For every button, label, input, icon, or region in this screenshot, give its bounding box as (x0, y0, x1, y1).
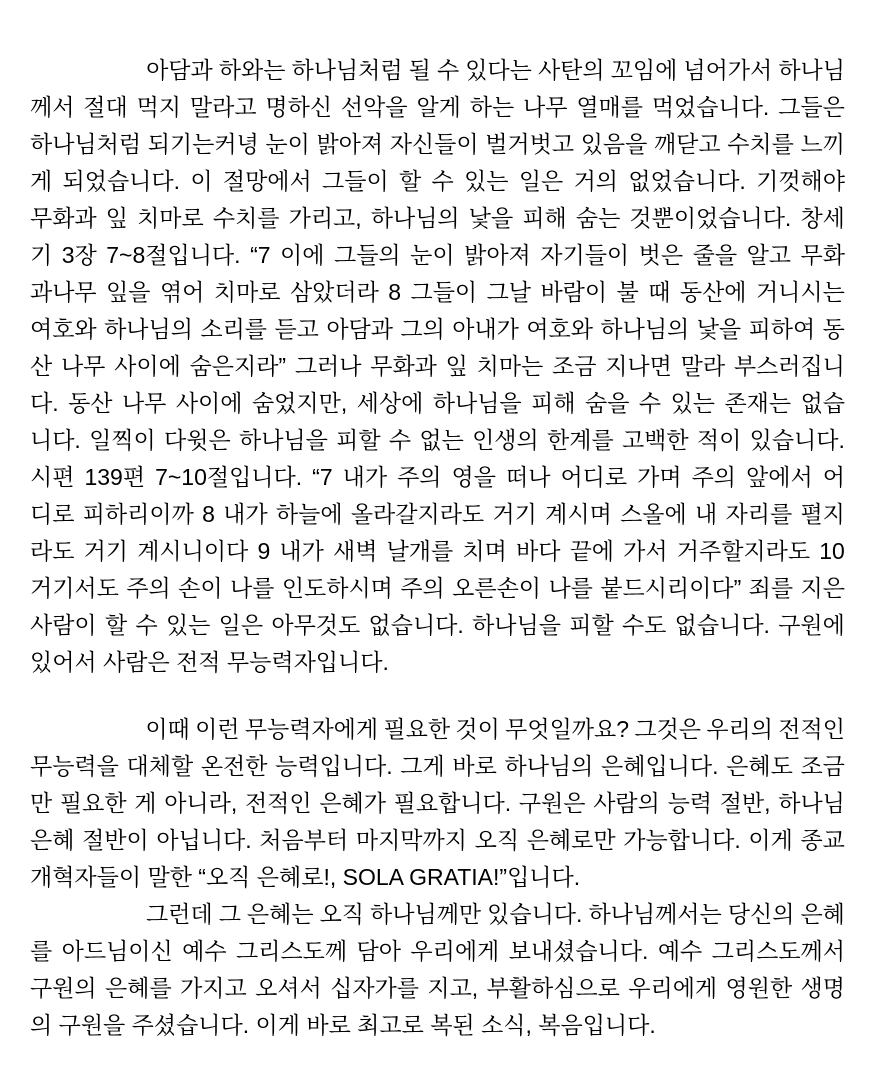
word: 아내가 (452, 316, 519, 342)
word: 7~10절입니다. (155, 464, 303, 490)
word: 떠나 (505, 464, 551, 490)
word: 여호와 (30, 316, 97, 342)
word: 없었습니다. (628, 168, 746, 194)
word: 께서 (30, 94, 75, 120)
word: 수치를 (727, 131, 794, 157)
word: 있습니다. (487, 901, 583, 927)
word: “7 (312, 464, 333, 490)
word: 피할 (336, 427, 381, 453)
word: 영을 (451, 464, 496, 490)
word: 꼬임에 (610, 57, 678, 83)
word: 벗은 (638, 242, 684, 268)
word: 줄을 (692, 242, 738, 268)
text-line (30, 822, 845, 859)
word: 8 (202, 501, 215, 527)
word: 되기는커녕 (147, 131, 259, 157)
word: 주의 (397, 464, 442, 490)
word: 거주할지라도 (676, 538, 811, 564)
word: 무능력자에게 (244, 716, 379, 742)
word: 나를 (229, 575, 275, 601)
word: 필요합니다. (393, 790, 512, 816)
word: 때 (648, 279, 671, 305)
text-line (30, 607, 845, 644)
word: 나무 (523, 94, 568, 120)
word: 새벽 (332, 538, 378, 564)
word: 내가 (342, 464, 388, 490)
word: 될 (408, 57, 431, 83)
word: 없는 (419, 427, 464, 453)
word: 아드님이신 (61, 938, 173, 964)
word: 여호와 (526, 316, 593, 342)
word: 말라고 (189, 94, 257, 120)
word: 무화 (800, 242, 845, 268)
word: 은혜 (30, 827, 75, 853)
word: 아닙니다. (156, 827, 252, 853)
word: 자신들이 (389, 131, 479, 157)
word: 하나님의 (600, 316, 690, 342)
word: 은혜가 (319, 790, 386, 816)
paragraph (30, 711, 845, 896)
word: 것이 (455, 716, 500, 742)
word: 무화과 (30, 205, 97, 231)
word: 삼았더라 (289, 279, 379, 305)
word: 생명 (800, 975, 845, 1001)
word: 수 (431, 168, 454, 194)
word: 139편 (84, 464, 146, 490)
word: 기껏해야 (756, 168, 845, 194)
word: 깨닫고 (653, 131, 721, 157)
word: 나무 (121, 390, 167, 416)
word: 존재는 (724, 390, 792, 416)
word: 하나님께만 (370, 901, 482, 927)
word: 낯을 (468, 205, 514, 231)
word: 숨을 (585, 390, 630, 416)
word: 피하여 (748, 316, 816, 342)
word: 이런 (195, 716, 240, 742)
word: 고백한 (621, 427, 689, 453)
word: 듣고 (274, 316, 319, 342)
word: 사람이 (30, 612, 97, 638)
word: 어디로 (560, 464, 628, 490)
word: 은혜 (800, 901, 845, 927)
word: 구원은 (518, 790, 586, 816)
word: 할 (104, 612, 128, 638)
word: 수 (436, 57, 460, 83)
word: 숨는 (575, 205, 621, 231)
word: 그들의 (333, 242, 401, 268)
text-line (30, 748, 845, 785)
word: 잎을 (106, 279, 151, 305)
text-line (30, 311, 845, 348)
word: 알고 (746, 242, 792, 268)
text-line: 의 구원을 주셨습니다. 이게 바로 최고로 복된 소식, 복음입니다. (30, 1012, 656, 1038)
word: 계시며 (545, 501, 612, 527)
word: 가능합니다. (623, 827, 741, 853)
word: 조금 (800, 753, 845, 779)
word: 하나님을 (238, 427, 328, 453)
word: 아무것도 (271, 612, 361, 638)
word: 부활하심으로 (486, 975, 620, 1001)
word: 동산 (68, 390, 113, 416)
word: 이게 (748, 827, 793, 853)
text-line (30, 237, 845, 274)
paragraph (30, 52, 845, 681)
word: 전적인 (244, 790, 312, 816)
word: 먹지 (136, 94, 182, 120)
word: 사이에 (175, 390, 243, 416)
word: 필요한 (59, 790, 127, 816)
word: 니다. (30, 427, 81, 453)
word: 3장 (61, 242, 97, 268)
word: 지은 (800, 575, 845, 601)
word: 라도 (30, 538, 75, 564)
word: 를 (30, 938, 53, 964)
word: 먹었습니다. (651, 94, 770, 120)
word: 가지고 (180, 975, 247, 1001)
word: 숨은지라” (189, 353, 287, 379)
word: 아니라, (164, 790, 238, 816)
word: 눈이 (265, 131, 310, 157)
word: 무화과 (370, 353, 437, 379)
word: 게 (30, 168, 53, 194)
word: 거의 (573, 168, 619, 194)
word: 부스러집니 (733, 353, 845, 379)
word: 10 (819, 538, 845, 564)
word: 없습 (800, 390, 845, 416)
word: 앞에서 (746, 464, 813, 490)
word: 있다는 (465, 57, 532, 83)
word: 오직 (474, 827, 520, 853)
word: 세상에 (356, 390, 424, 416)
text-line (30, 459, 845, 496)
word: 수 (388, 427, 412, 453)
word: 없습니다. (368, 612, 464, 638)
word: 7~8절입니다. (106, 242, 241, 268)
word: 밝아져 (464, 242, 531, 268)
word: 수도 (621, 612, 667, 638)
word: 벌거벗고 (485, 131, 575, 157)
word: 있습니다. (749, 427, 845, 453)
word: 한계를 (547, 427, 614, 453)
word: 끝에 (569, 538, 615, 564)
word: 거기 (492, 501, 537, 527)
word: 시편 (30, 464, 75, 490)
word: 구원의 (30, 975, 97, 1001)
word: 숨었지만, (251, 390, 348, 416)
word: 무능력을 (30, 753, 119, 779)
word: 적이 (696, 427, 742, 453)
word: 자리를 (725, 501, 793, 527)
word: 넘어가서 (683, 57, 773, 83)
word: 우리에게 (628, 975, 718, 1001)
word: 아담과 (146, 57, 213, 83)
word: 열매를 (576, 94, 643, 120)
word: 하나님처럼 (291, 57, 403, 83)
word: 은혜입니다. (601, 753, 719, 779)
word: 손이 (178, 575, 223, 601)
word: 잎 (105, 205, 128, 231)
word: 영원한 (725, 975, 793, 1001)
word: 나무 (60, 353, 106, 379)
word: 소리를 (200, 316, 268, 342)
word: 있는 (464, 168, 509, 194)
word: 기 (30, 242, 53, 268)
word: 수 (638, 390, 662, 416)
word: 그게 (400, 753, 445, 779)
word: 그런데 (146, 901, 213, 927)
word: 예수 (657, 938, 703, 964)
word: 일찍이 (89, 427, 156, 453)
word: 9 (257, 538, 271, 564)
word: 잎 (445, 353, 468, 379)
word: 동산에 (679, 279, 747, 305)
word: 인생의 (472, 427, 539, 453)
word: 치며 (462, 538, 507, 564)
word: 온전한 (200, 753, 268, 779)
word: 우리의 (706, 716, 773, 742)
paragraph (30, 896, 845, 1044)
word: 절망에서 (222, 168, 312, 194)
word: 올라갈지라도 (350, 501, 485, 527)
word: 그러나 (294, 353, 362, 379)
word: 은혜는 (246, 901, 314, 927)
word: 구원에 (778, 612, 845, 638)
word: 그것은 (634, 716, 702, 742)
word: 그들이 (410, 279, 478, 305)
word: 계시니이다 (137, 538, 249, 564)
word: 주의 (126, 575, 171, 601)
text-line (30, 52, 845, 89)
text-line (30, 348, 845, 385)
word: 할 (399, 168, 422, 194)
word: 지나면 (605, 353, 672, 379)
word: 절반이 (82, 827, 149, 853)
word: 주의 (400, 575, 445, 601)
word: 가며 (637, 464, 682, 490)
word: 이때 (145, 716, 190, 742)
word: 바람이 (540, 279, 608, 305)
text-line (30, 385, 845, 422)
word: 다윗은 (164, 427, 231, 453)
word: 이 (190, 168, 213, 194)
word: 치마로 (213, 279, 281, 305)
word: 하나님처럼 (30, 131, 142, 157)
word: 지고, (427, 975, 479, 1001)
word: 선악을 (340, 94, 408, 120)
text-line (30, 570, 845, 607)
word: 거기서도 (30, 575, 119, 601)
word: 담아 (356, 938, 401, 964)
word: 하나님 (778, 57, 845, 83)
word: 그들은 (778, 94, 845, 120)
word: 무엇일까요? (505, 716, 630, 742)
word: 그들이 (322, 168, 389, 194)
text-line (30, 163, 845, 200)
text-line (30, 89, 845, 126)
word: 주의 (691, 464, 736, 490)
word: 죄를 (748, 575, 794, 601)
word: 처음부터 (259, 827, 349, 853)
word: 과나무 (30, 279, 97, 305)
word: 당신의 (727, 901, 795, 927)
word: 낯을 (696, 316, 742, 342)
text-line (30, 126, 845, 163)
word: 하와는 (218, 57, 286, 83)
word: 이에 (280, 242, 325, 268)
word: 다. (30, 390, 59, 416)
word: 능력 (667, 790, 713, 816)
word: 일은 (518, 168, 564, 194)
word: 그리스도께서 (711, 938, 845, 964)
text-line (30, 785, 845, 822)
word: 예수 (182, 938, 227, 964)
word: 바다 (515, 538, 561, 564)
word: 피해 (522, 205, 567, 231)
word: 절대 (83, 94, 128, 120)
text-line (30, 711, 845, 748)
word: 디로 (30, 501, 75, 527)
text-line (30, 422, 845, 459)
text-line (30, 533, 845, 570)
word: 종교 (800, 827, 845, 853)
word: 은혜로만 (526, 827, 616, 853)
word: 말라 (680, 353, 726, 379)
word: 날개를 (386, 538, 454, 564)
word: 엮어 (159, 279, 205, 305)
word: 게 (134, 790, 157, 816)
word: 능력입니다. (275, 753, 393, 779)
word: 그의 (400, 316, 445, 342)
word: 하나님의 (104, 316, 193, 342)
text-line (30, 274, 845, 311)
text-line: 있어서 사람은 전적 무능력자입니다. (30, 649, 389, 675)
word: 보내셨습니다. (508, 938, 649, 964)
text-line (30, 200, 845, 237)
word: 그 (218, 901, 241, 927)
word: 인도하시며 (281, 575, 393, 601)
word: 은혜를 (105, 975, 172, 1001)
word: 8 (388, 279, 402, 305)
word: 나를 (548, 575, 593, 601)
word: 가서 (623, 538, 668, 564)
word: “7 (250, 242, 271, 268)
word: 명하신 (265, 94, 333, 120)
word: 하나님의 (370, 205, 460, 231)
word: 하나님을 (472, 612, 561, 638)
word: 수치를 (212, 205, 280, 231)
word: 있음을 (580, 131, 648, 157)
word: 눈이 (410, 242, 455, 268)
word: 그리스도께 (236, 938, 348, 964)
word: 그날 (486, 279, 532, 305)
word: 바로 (452, 753, 497, 779)
word: 우리에게 (410, 938, 500, 964)
word: 거니시는 (755, 279, 845, 305)
word: 사이에 (114, 353, 181, 379)
word: 내가 (223, 501, 268, 527)
word: 내 (695, 501, 718, 527)
word: 하늘에 (275, 501, 343, 527)
word: 산 (30, 353, 53, 379)
word: 마지막까지 (355, 827, 467, 853)
word: 있는 (670, 390, 715, 416)
word: 피할 (569, 612, 614, 638)
word: 불 (616, 279, 639, 305)
word: 치마로 (137, 205, 204, 231)
word: 하나님을 (432, 390, 522, 416)
word: 가리고, (288, 205, 362, 231)
word: 창세 (800, 205, 845, 231)
word: 수 (135, 612, 158, 638)
word: 오셔서 (255, 975, 322, 1001)
word: 만 (30, 790, 53, 816)
text-line (30, 896, 845, 933)
word: 대체할 (126, 753, 194, 779)
word: 치마는 (476, 353, 544, 379)
word: 오른손이 (452, 575, 542, 601)
word: 내가 (279, 538, 324, 564)
word: 전적인 (778, 716, 845, 742)
word: 피해 (531, 390, 576, 416)
word: 자기들이 (540, 242, 630, 268)
word: 없습니다. (674, 612, 770, 638)
word: 사람의 (593, 790, 660, 816)
word: 십자가를 (330, 975, 419, 1001)
word: 조금 (552, 353, 597, 379)
word: 절반, (719, 790, 771, 816)
word: 동 (822, 316, 845, 342)
word: 알게 (416, 94, 461, 120)
text-line (30, 970, 845, 1007)
text-line: 개혁자들이 말한 “오직 은혜로!, SOLA GRATIA!”입니다. (30, 864, 581, 890)
word: 되었습니다. (62, 168, 181, 194)
word: 피하리이까 (82, 501, 194, 527)
text-line (30, 496, 845, 533)
word: 은혜도 (726, 753, 793, 779)
text-line (30, 933, 845, 970)
word: 필요한 (383, 716, 451, 742)
word: 오직 (319, 901, 365, 927)
word: 붙드시리이다” (600, 575, 742, 601)
word: 스올에 (620, 501, 687, 527)
word: 있는 (165, 612, 211, 638)
word: 하나님께서는 (588, 901, 722, 927)
word: 거기 (83, 538, 129, 564)
word: 하는 (469, 94, 515, 120)
word: 하나님 (778, 790, 845, 816)
word: 아담과 (326, 316, 393, 342)
word: 일은 (218, 612, 264, 638)
word: 것뿐이었습니다. (629, 205, 792, 231)
word: 어 (822, 464, 845, 490)
word: 느끼 (800, 131, 845, 157)
word: 밝아져 (316, 131, 384, 157)
word: 펼지 (800, 501, 845, 527)
word: 사탄의 (537, 57, 605, 83)
word: 하나님의 (504, 753, 594, 779)
